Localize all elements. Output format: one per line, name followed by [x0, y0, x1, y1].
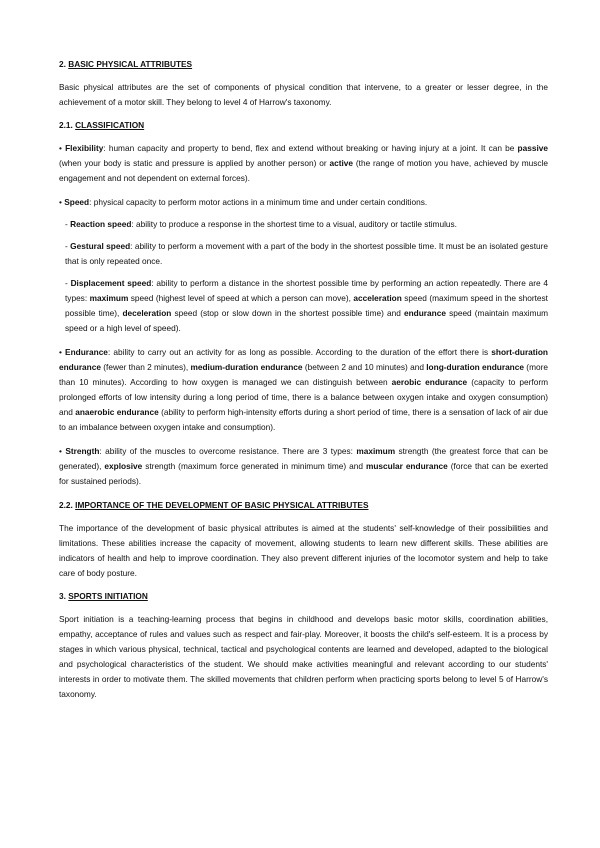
- section-2-2-heading: [59, 498, 548, 513]
- bullet: •: [59, 446, 62, 456]
- section-title: CLASSIFICATION: [75, 120, 145, 130]
- section-number: 2.: [59, 59, 66, 69]
- term: medium-duration endurance: [190, 362, 303, 372]
- bullet: •: [59, 197, 62, 207]
- reaction-speed-paragraph: - Reaction speed: ability to produce a response in the shortest time to a visual, auditory or tactile stimulus.: [65, 219, 457, 229]
- term: Displacement speed: [70, 278, 152, 288]
- term: explosive: [104, 461, 143, 471]
- term: acceleration: [353, 293, 402, 303]
- section-2-2-body: The importance of the development of basic physical attributes is aimed at the students' self-knowledge of their possibilities and limitations. These abilities increase the capacity of movement, allowing students to learn new different skills. These abilities are indicators of health and help to improve coordination. They also prevent different injuries of the locomotor system and help to take care of body posture.: [59, 523, 548, 578]
- flexibility-paragraph: • Flexibility: human capacity and property to bend, flex and extend without breaking or having injury at a joint. It can be passive (when your body is static and pressure is applied by another person) or active (the range of motion you have, achieved by muscle engagement and not dependent on external forces).: [59, 143, 548, 183]
- term: muscular endurance: [365, 461, 448, 471]
- section-title: SPORTS INITIATION: [68, 591, 148, 601]
- term: maximum: [356, 446, 396, 456]
- term: passive: [517, 143, 548, 153]
- term: active: [329, 158, 354, 168]
- section-number: 2.2.: [59, 500, 73, 510]
- term: Flexibility: [65, 143, 104, 153]
- term: maximum: [89, 293, 129, 303]
- term: deceleration: [122, 308, 172, 318]
- section-3-heading: [59, 589, 548, 604]
- term: short-duration endurance: [59, 347, 548, 372]
- section-2-1-heading: [59, 118, 548, 133]
- term: aerobic endurance: [391, 377, 468, 387]
- section-2-heading: [59, 57, 548, 72]
- term: Gestural speed: [70, 241, 131, 251]
- bullet: •: [59, 347, 62, 357]
- document-body: [59, 57, 548, 702]
- section-number: 2.1.: [59, 120, 73, 130]
- term: Endurance: [65, 347, 108, 357]
- strength-paragraph: • Strength: ability of the muscles to overcome resistance. There are 3 types: maximum strength (the greatest force that can be generated), explosive strength (maximum force generated in minimum time) and muscular endurance (force that can be exerted for sustained periods).: [59, 446, 549, 486]
- section-2-intro: Basic physical attributes are the set of components of physical condition that intervene, to a greater or lesser degree, in the achievement of a motor skill. They belong to level 4 of Harrow's taxonomy.: [59, 82, 548, 107]
- term: Reaction speed: [70, 219, 132, 229]
- endurance-paragraph: • Endurance: ability to carry out an activity for as long as possible. According to the duration of the effort there is short-duration endurance (fewer than 2 minutes), medium-duration endurance (between 2 and 10 minutes) and long-duration endurance (more than 10 minutes). According to how oxygen is managed we can distinguish between aerobic endurance (capacity to perform prolonged efforts of low intensity during a long period of time, there is a balance between oxygen intake and oxygen consumption) and anaerobic endurance (ability to perform high-intensity efforts during a short period of time, there is a sensation of lack of air due to an imbalance between oxygen intake and consumption).: [59, 347, 548, 432]
- section-number: 3.: [59, 591, 66, 601]
- term: anaerobic endurance: [75, 407, 159, 417]
- term: endurance: [403, 308, 446, 318]
- section-title: BASIC PHYSICAL ATTRIBUTES: [68, 59, 193, 69]
- section-title: IMPORTANCE OF THE DEVELOPMENT OF BASIC PHYSICAL ATTRIBUTES: [75, 500, 369, 510]
- speed-paragraph: • Speed: physical capacity to perform motor actions in a minimum time and under certain conditions.: [59, 197, 428, 207]
- section-3-body: Sport initiation is a teaching-learning process that begins in childhood and develops basic motor skills, coordination abilities, empathy, acceptance of rules and values such as respect and fair-play. Moreover, it boosts the child's self-esteem. It is a process by stages in which various physical, technical, tactical and psychological contents are learned and developed, adapted to the biological and psychological characteristics of the student. We should make activities meaningful and relevant according to our students' interests in order to motivate them. The skilled movements that children perform when practicing sports belong to level 5 of Harrow's taxonomy.: [59, 614, 548, 699]
- gestural-speed-paragraph: - Gestural speed: ability to perform a movement with a part of the body in the shortest possible time. It must be an isolated gesture that is only repeated once.: [65, 241, 548, 266]
- displacement-speed-paragraph: - Displacement speed: ability to perform a distance in the shortest possible time by performing an action repeatedly. There are 4 types: maximum speed (highest level of speed at which a person can move), acceleration speed (maximum speed in the shortest possible time), deceleration speed (stop or slow down in the shortest possible time) and endurance speed (maintain maximum speed or a high level of speed).: [65, 278, 549, 333]
- term: Speed: [64, 197, 90, 207]
- term: long-duration endurance: [426, 362, 524, 372]
- term: Strength: [65, 446, 100, 456]
- bullet: •: [59, 143, 62, 153]
